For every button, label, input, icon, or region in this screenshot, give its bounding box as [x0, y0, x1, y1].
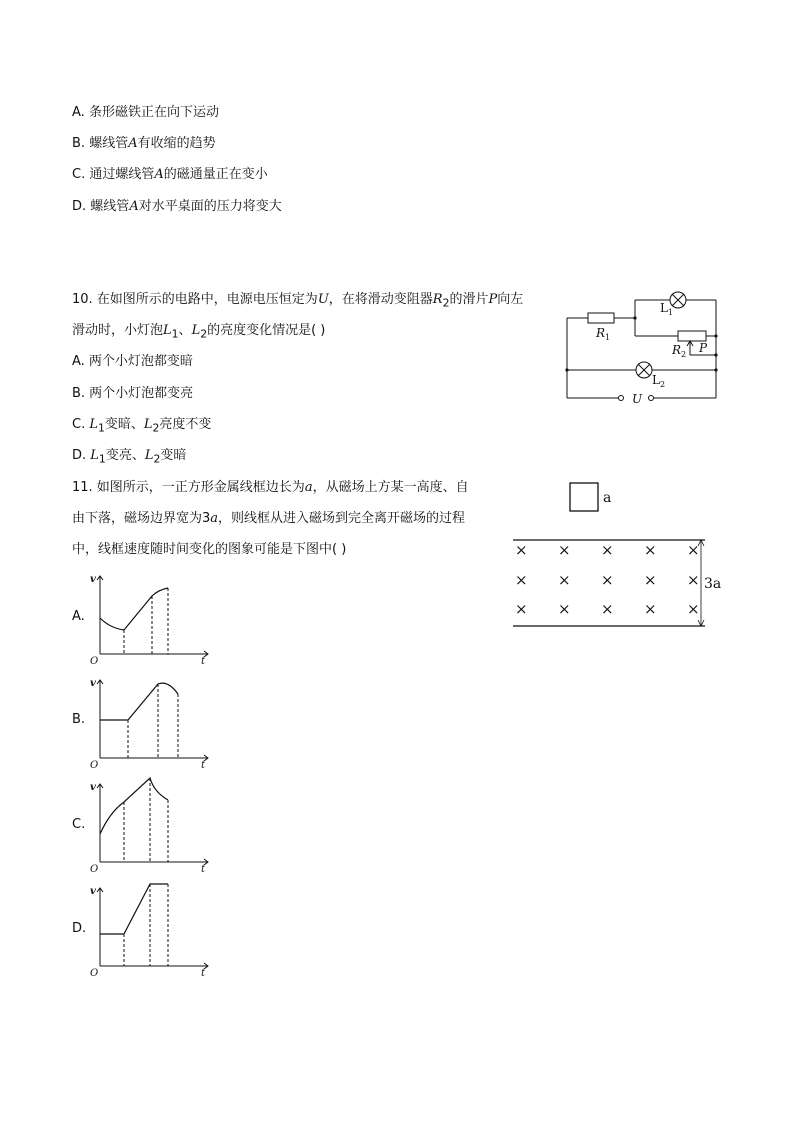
svg-text:×: × — [558, 600, 571, 618]
svg-text:×: × — [644, 571, 657, 589]
label-l2: L — [652, 373, 660, 387]
svg-text:×: × — [601, 571, 614, 589]
svg-text:v: v — [90, 782, 96, 793]
svg-text:×: × — [515, 571, 528, 589]
q9-option-c: C. 通过螺线管A的磁通量正在变小 — [72, 167, 268, 182]
square-frame — [570, 483, 598, 511]
circuit-diagram — [560, 286, 725, 406]
q10-stem-line1: 10. 在如图所示的电路中，电源电压恒定为U，在将滑动变阻器$R_2$的滑片P向左 — [72, 292, 524, 310]
q9-option-a: A. 条形磁铁正在向下运动 — [72, 105, 219, 120]
svg-text:×: × — [558, 571, 571, 589]
q10-option-d: D. $L_1$变亮、$L_2$变暗 — [72, 448, 187, 466]
label-l1: L — [660, 301, 668, 315]
q10-option-a: A. 两个小灯泡都变暗 — [72, 354, 193, 369]
svg-text:×: × — [687, 600, 700, 618]
svg-text:×: × — [515, 541, 528, 559]
side-label: a — [603, 490, 612, 506]
field-crosses — [515, 541, 700, 618]
resistor-r1 — [588, 313, 614, 323]
svg-text:O: O — [90, 760, 99, 771]
svg-text:R2: $R_2$ — [672, 343, 687, 359]
svg-text:×: × — [687, 571, 700, 589]
svg-text:×: × — [515, 600, 528, 618]
svg-text:×: × — [687, 541, 700, 559]
q10-option-b: B. 两个小灯泡都变亮 — [72, 386, 194, 401]
svg-text:×: × — [644, 541, 657, 559]
graph-a — [88, 568, 213, 666]
label-u: U — [632, 392, 643, 406]
graph-c — [88, 776, 213, 874]
label-r1: R — [596, 326, 606, 340]
magnetic-field-figure — [505, 478, 735, 634]
svg-text:t: t — [201, 968, 206, 979]
q11-stem-line3: 中，线框速度随时间变化的图象可能是下图中( ) — [72, 542, 347, 557]
svg-text:O: O — [90, 656, 99, 667]
svg-text:t: t — [201, 760, 206, 771]
svg-text:×: × — [558, 541, 571, 559]
svg-text:v: v — [90, 678, 96, 689]
label-r2: R — [672, 343, 682, 357]
svg-text:O: O — [90, 864, 99, 875]
graph-b — [88, 672, 213, 770]
label-p: P — [699, 341, 708, 355]
width-label: 3a — [704, 576, 722, 592]
svg-text:v: v — [90, 574, 96, 585]
graph-label-b: B. — [72, 712, 86, 727]
q10-stem-line2: 滑动时，小灯泡$L_1$、$L_2$的亮度变化情况是( ) — [72, 323, 326, 341]
q9-option-d: D. 螺线管A对水平桌面的压力将变大 — [72, 199, 282, 214]
svg-text:t: t — [201, 864, 206, 875]
svg-text:t: t — [201, 656, 206, 667]
svg-text:v: v — [90, 886, 96, 897]
graph-label-d: D. — [72, 921, 87, 936]
svg-text:O: O — [90, 968, 99, 979]
q11-stem-line2: 由下落，磁场边界宽为3a，则线框从进入磁场到完全离开磁场的过程 — [72, 511, 466, 526]
graph-d — [88, 880, 213, 978]
svg-text:R1: $R_1$ — [596, 326, 611, 342]
graph-label-a: A. — [72, 609, 85, 624]
svg-text:L2: $L_2$ — [652, 373, 666, 389]
svg-text:×: × — [601, 600, 614, 618]
svg-text:L1: $L_1$ — [660, 301, 674, 317]
q11-stem-line1: 11. 如图所示，一正方形金属线框边长为a，从磁场上方某一高度、自 — [72, 480, 469, 495]
resistor-r2 — [678, 331, 706, 341]
q9-option-b: B. 螺线管A有收缩的趋势 — [72, 136, 216, 151]
q10-option-c: C. $L_1$变暗、$L_2$亮度不变 — [72, 417, 212, 435]
svg-text:×: × — [601, 541, 614, 559]
graph-label-c: C. — [72, 817, 86, 832]
svg-text:×: × — [644, 600, 657, 618]
